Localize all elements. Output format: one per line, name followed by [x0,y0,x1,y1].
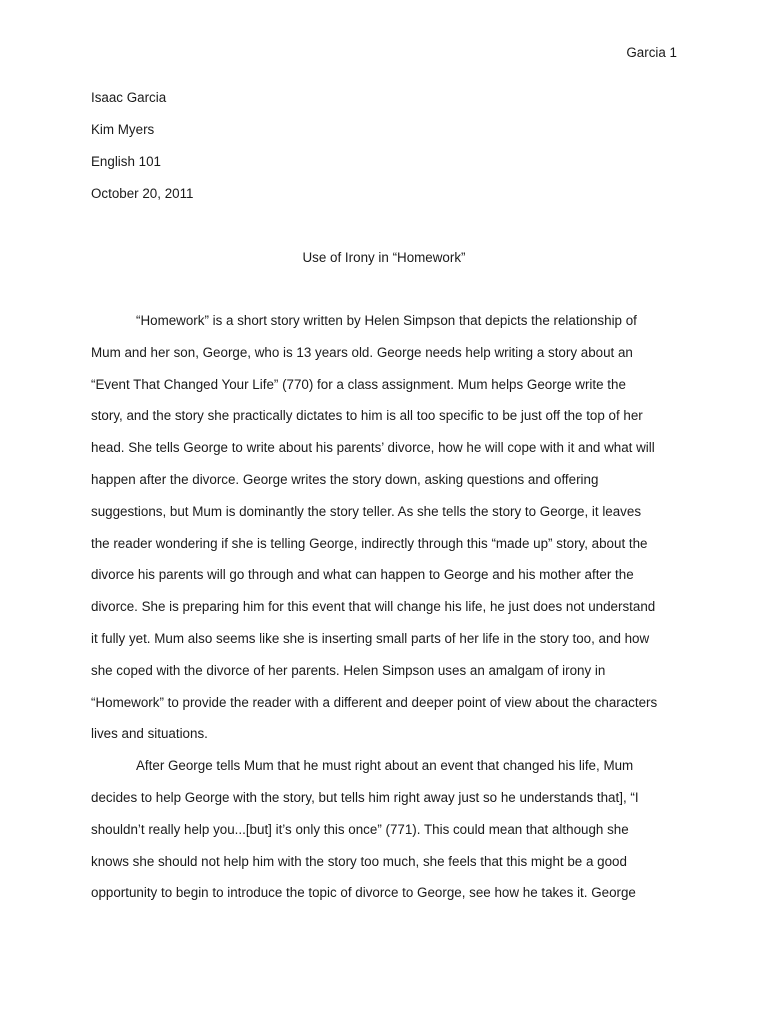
text-line: opportunity to begin to introduce the topic of divorce to George, see how he takes it. George [91,885,636,901]
text-line: suggestions, but Mum is dominantly the story teller. As she tells the story to George, it leaves [91,503,642,519]
text-line: it fully yet. Mum also seems like she is inserting small parts of her life in the story too, and how [91,630,650,646]
author-name: Isaac Garcia [91,90,167,105]
essay-body [91,310,677,914]
essay-title: Use of Irony in “Homework” [302,250,466,265]
text-line: lives and situations. [91,726,208,742]
text-line: decides to help George with the story, but tells him right away just so he understands that], “I [91,789,639,805]
text-line: “Homework” is a short story written by Helen Simpson that depicts the relationship of [136,313,637,328]
text-line: divorce. She is preparing him for this event that will change his life, he just does not understand [91,599,656,615]
text-line: story, and the story she practically dictates to him is all too specific to be just off the top of her [91,408,643,424]
text-line: knows she should not help him with the story too much, she feels that this might be a good [91,853,627,869]
mla-heading [91,88,681,216]
text-line: “Homework” to provide the reader with a different and deeper point of view about the characters [91,694,658,710]
text-line: “Event That Changed Your Life” (770) for a class assignment. Mum helps George write the [91,376,626,392]
text-line: After George tells Mum that he must right about an event that changed his life, Mum [136,758,634,774]
running-head: Garcia 1 [626,45,677,60]
date: October 20, 2011 [91,186,194,201]
text-line: Mum and her son, George, who is 13 years old. George needs help writing a story about an [91,344,633,360]
course-name: English 101 [91,154,161,169]
text-line: she coped with the divorce of her parents. Helen Simpson uses an amalgam of irony in [91,662,606,678]
text-line: happen after the divorce. George writes the story down, asking questions and offering [91,471,599,487]
text-line: shouldn’t really help you...[but] it’s only this once” (771). This could mean that although she [91,821,629,837]
text-line: head. She tells George to write about his parents’ divorce, how he will cope with it and what will [91,440,655,456]
text-line: divorce his parents will go through and what can happen to George and his mother after the [91,567,634,583]
text-line: the reader wondering if she is telling George, indirectly through this “made up” story, about the [91,535,648,551]
instructor-name: Kim Myers [91,122,155,137]
